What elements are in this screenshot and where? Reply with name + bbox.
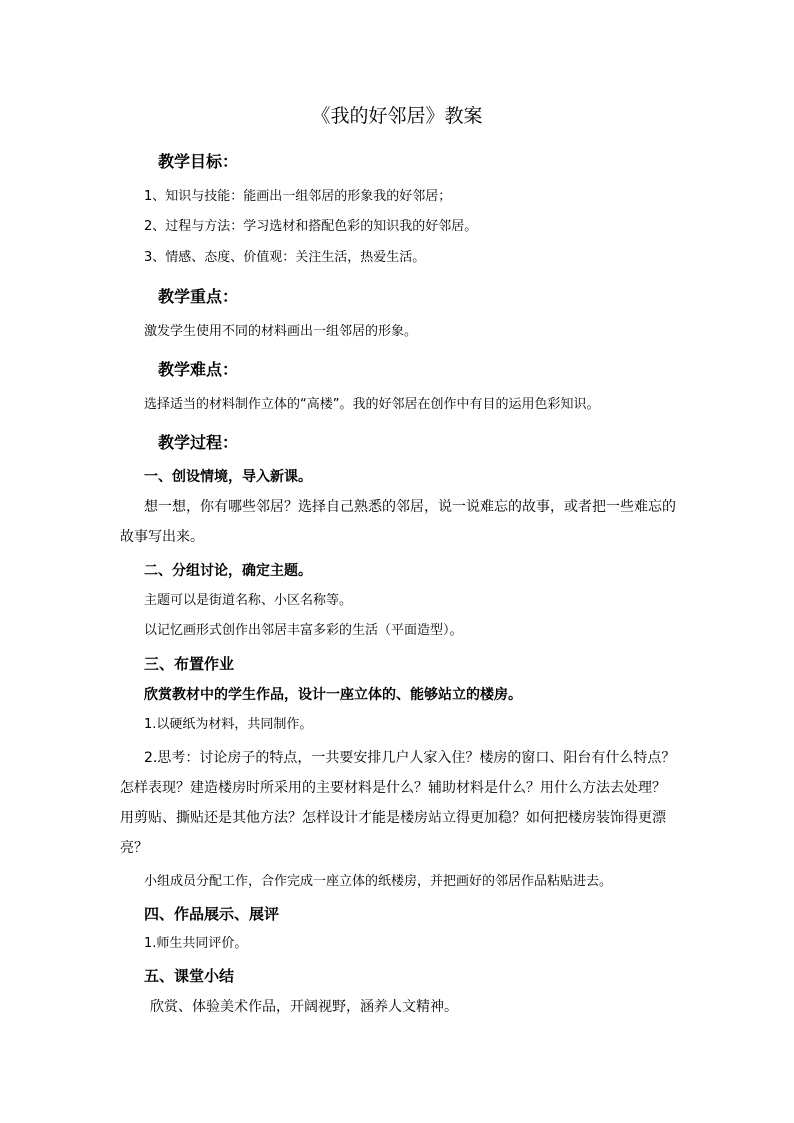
difficulties-heading: 教学难点： (158, 360, 239, 379)
key-points-text: 激发学生使用不同的材料画出一组邻居的形象。 (144, 324, 418, 339)
section-5-text: 欣赏、体验美术作品，开阔视野，涵养人文精神。 (150, 999, 458, 1015)
process-heading: 教学过程： (158, 433, 239, 452)
objectives-heading: 教学目标： (158, 152, 239, 171)
key-points-heading: 教学重点： (158, 287, 239, 306)
section-3-item-2-line-3: 用剪贴、撕贴还是其他方法？怎样设计才能是楼房站立得更加稳？如何把楼房装饰得更漂 (120, 810, 666, 826)
section-4-heading: 四、作品展示、展评 (144, 905, 280, 923)
section-3-heading: 三、布置作业 (144, 655, 235, 673)
document-title: 《我的好邻居》教案 (311, 105, 483, 127)
section-1-line-1: 想一想，你有哪些邻居？选择自己熟悉的邻居，说一说难忘的故事，或者把一些难忘的 (144, 499, 676, 515)
section-3-subheading: 欣赏教材中的学生作品，设计一座立体的、能够站立的楼房。 (144, 687, 522, 703)
section-3-item-2-line-4: 亮？ (120, 840, 148, 856)
section-3-item-2-line-2: 怎样表现？建造楼房时所采用的主要材料是什么？辅助材料是什么？用什么方法去处理？ (120, 780, 666, 796)
section-2-line-2: 以记忆画形式创作出邻居丰富多彩的生活（平面造型）。 (144, 623, 463, 638)
difficulties-text: 选择适当的材料制作立体的“高楼”。我的好邻居在创作中有目的运用色彩知识。 (144, 397, 600, 412)
section-1-line-2: 故事写出来。 (120, 529, 204, 545)
section-3-closing: 小组成员分配工作，合作完成一座立体的纸楼房，并把画好的邻居作品粘贴进去。 (144, 874, 613, 889)
section-2-heading: 二、分组讨论，确定主题。 (144, 563, 312, 579)
section-1-heading: 一、创设情境，导入新课。 (144, 469, 312, 485)
section-4-item-1: 1.师生共同评价。 (144, 936, 248, 951)
section-2-line-1: 主题可以是街道名称、小区名称等。 (144, 593, 353, 608)
section-3-item-1: 1.以硬纸为材料，共同制作。 (144, 717, 313, 732)
objective-item-1: 1、知识与技能：能画出一组邻居的形象我的好邻居； (144, 189, 452, 204)
objective-item-2: 2、过程与方法：学习选材和搭配色彩的知识我的好邻居。 (144, 219, 478, 234)
section-5-heading: 五、课堂小结 (144, 967, 235, 985)
section-3-item-2-line-1: 2.思考：讨论房子的特点，一共要安排几户人家入住？楼房的窗口、阳台有什么特点？ (144, 750, 676, 766)
objective-item-3: 3、情感、态度、价值观：关注生活，热爱生活。 (144, 250, 426, 265)
